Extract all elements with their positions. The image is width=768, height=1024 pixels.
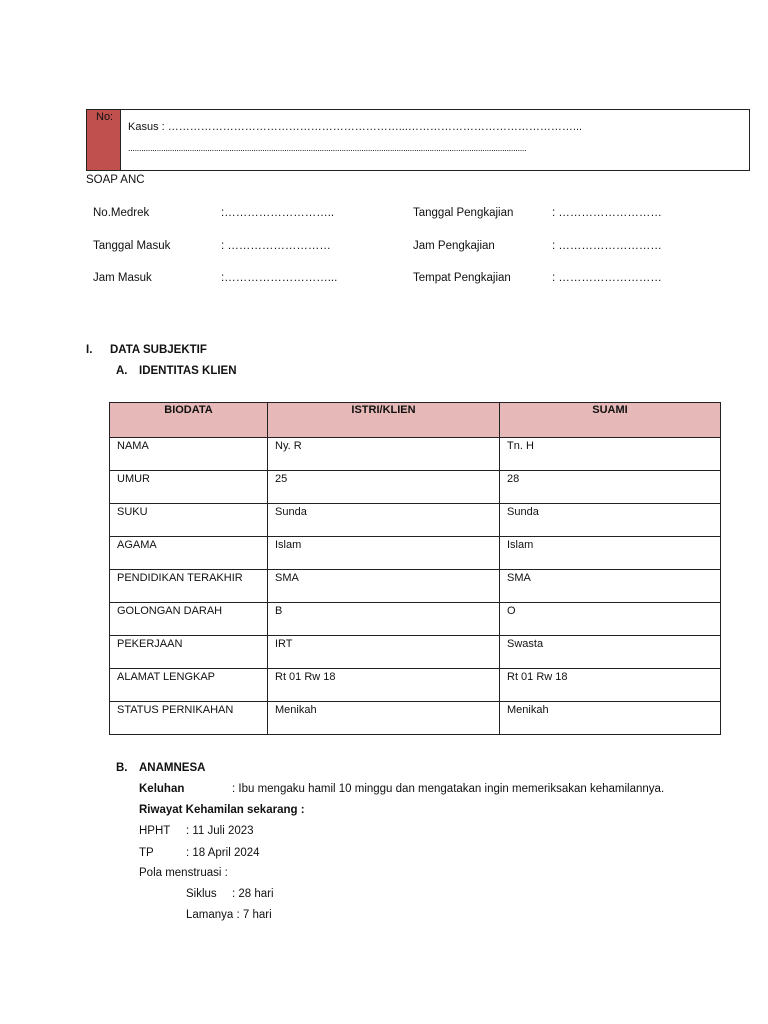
jam-masuk-label: Jam Masuk xyxy=(93,272,152,284)
tp-label: TP xyxy=(139,847,154,859)
table-cell: Ny. R xyxy=(268,438,500,471)
column-header: BIODATA xyxy=(110,403,268,438)
table-row xyxy=(110,537,721,570)
jam-pengkajian-value: : ……………………… xyxy=(552,240,662,252)
table-cell: Swasta xyxy=(500,636,721,669)
biodata-table xyxy=(109,402,721,735)
table-cell: PEKERJAAN xyxy=(110,636,268,669)
section-title: DATA SUBJEKTIF xyxy=(110,344,207,356)
lamanya: Lamanya : 7 hari xyxy=(186,909,272,921)
table-cell: Islam xyxy=(500,537,721,570)
no-medrek-value: :……………………….. xyxy=(221,207,335,219)
table-row xyxy=(110,438,721,471)
tempat-pengkajian-value: : ……………………… xyxy=(552,272,662,284)
table-cell: B xyxy=(268,603,500,636)
table-cell: UMUR xyxy=(110,471,268,504)
table-cell: SUKU xyxy=(110,504,268,537)
table-row xyxy=(110,570,721,603)
column-header: ISTRI/KLIEN xyxy=(268,403,500,438)
section-number: I. xyxy=(86,344,93,356)
jam-masuk-value: :………………………... xyxy=(221,272,338,284)
table-cell: NAMA xyxy=(110,438,268,471)
table-row xyxy=(110,669,721,702)
subsection-letter: A. xyxy=(116,365,128,377)
table-cell: PENDIDIKAN TERAKHIR xyxy=(110,570,268,603)
case-number-label: No: xyxy=(96,111,114,123)
tempat-pengkajian-label: Tempat Pengkajian xyxy=(413,272,511,284)
table-cell: 25 xyxy=(268,471,500,504)
case-header-box xyxy=(86,109,750,171)
tanggal-pengkajian-value: : ……………………… xyxy=(552,207,662,219)
siklus-value: : 28 hari xyxy=(232,888,274,900)
siklus-label: Siklus xyxy=(186,888,217,900)
table-cell: Tn. H xyxy=(500,438,721,471)
case-field-continuation: ..................................................................................................................................................................................... xyxy=(128,143,527,153)
table-cell: IRT xyxy=(268,636,500,669)
table-row xyxy=(110,702,721,735)
hpht-value: : 11 Juli 2023 xyxy=(186,825,254,837)
table-header-row xyxy=(110,403,721,438)
column-header: SUAMI xyxy=(500,403,721,438)
table-cell: Menikah xyxy=(268,702,500,735)
hpht-label: HPHT xyxy=(139,825,171,837)
table-cell: AGAMA xyxy=(110,537,268,570)
table-row xyxy=(110,471,721,504)
table-cell: Islam xyxy=(268,537,500,570)
keluhan-value: : Ibu mengaku hamil 10 minggu dan mengatakan ingin memeriksakan kehamilannya. xyxy=(232,783,665,795)
tp-value: : 18 April 2024 xyxy=(186,847,260,859)
table-cell: Sunda xyxy=(500,504,721,537)
table-cell: SMA xyxy=(500,570,721,603)
table-cell: Menikah xyxy=(500,702,721,735)
table-cell: STATUS PERNIKAHAN xyxy=(110,702,268,735)
table-cell: GOLONGAN DARAH xyxy=(110,603,268,636)
table-row xyxy=(110,636,721,669)
keluhan-label: Keluhan xyxy=(139,783,185,795)
soap-title: SOAP ANC xyxy=(86,174,145,186)
case-number-cell xyxy=(87,110,121,170)
subsection-letter: B. xyxy=(116,762,128,774)
pola-menstruasi-label: Pola menstruasi : xyxy=(139,867,228,879)
anamnesa-title: ANAMNESA xyxy=(139,762,206,774)
table-row xyxy=(110,504,721,537)
tanggal-masuk-value: : ……………………… xyxy=(221,240,331,252)
table-cell: 28 xyxy=(500,471,721,504)
subsection-title: IDENTITAS KLIEN xyxy=(139,365,237,377)
case-field: Kasus : ………………………………………………………...………………………………………... xyxy=(128,121,583,133)
table-cell: SMA xyxy=(268,570,500,603)
riwayat-kehamilan-title: Riwayat Kehamilan sekarang : xyxy=(139,804,305,816)
table-row xyxy=(110,603,721,636)
table-cell: Sunda xyxy=(268,504,500,537)
table-cell: O xyxy=(500,603,721,636)
table-cell: Rt 01 Rw 18 xyxy=(268,669,500,702)
table-cell: Rt 01 Rw 18 xyxy=(500,669,721,702)
no-medrek-label: No.Medrek xyxy=(93,207,150,219)
jam-pengkajian-label: Jam Pengkajian xyxy=(413,240,495,252)
tanggal-masuk-label: Tanggal Masuk xyxy=(93,240,171,252)
tanggal-pengkajian-label: Tanggal Pengkajian xyxy=(413,207,514,219)
table-cell: ALAMAT LENGKAP xyxy=(110,669,268,702)
